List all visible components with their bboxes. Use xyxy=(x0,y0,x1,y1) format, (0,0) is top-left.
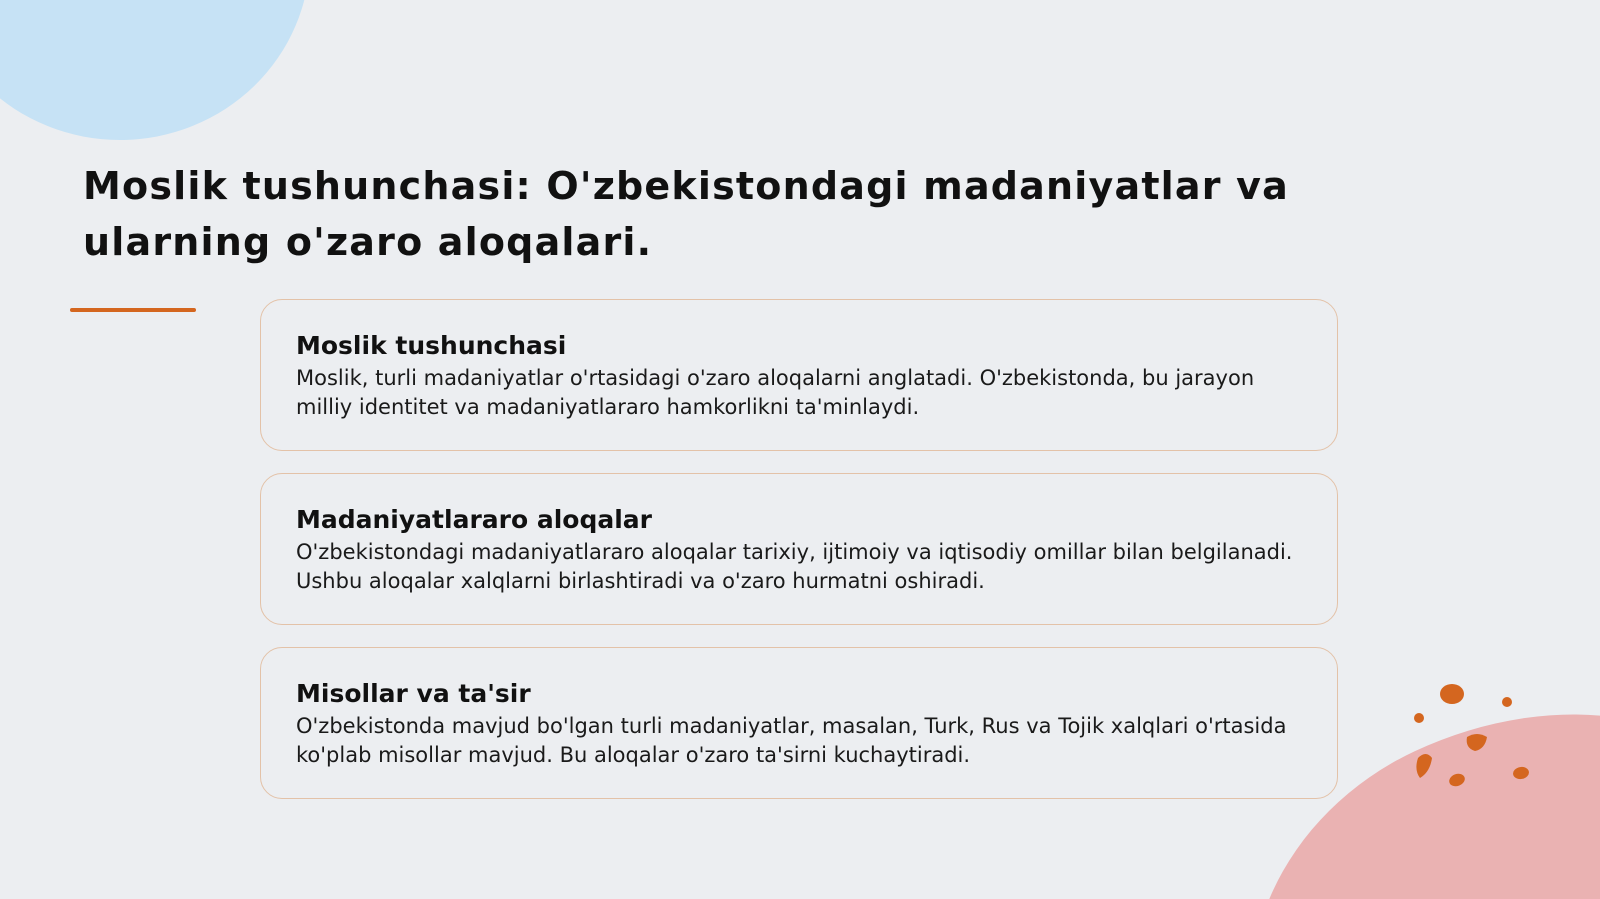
page-title: Moslik tushunchasi: O'zbekistondagi madaniyatlar va ularning o'zaro aloqalari. xyxy=(83,164,1289,264)
card-text: Moslik, turli madaniyatlar o'rtasidagi o'zaro aloqalarni anglatadi. O'zbekistonda, bu jarayon milliy identitet va madaniyatlararo hamkorlikni ta'minlaydi. xyxy=(296,366,1255,419)
card-heading: Madaniyatlararo aloqalar xyxy=(296,505,652,534)
card-misollar-va-tasir xyxy=(260,647,1338,799)
card-text: O'zbekistonda mavjud bo'lgan turli madaniyatlar, masalan, Turk, Rus va Tojik xalqlari o'rtasida ko'plab misollar mavjud. Bu aloqalar o'zaro ta'sirni kuchaytiradi. xyxy=(296,714,1287,767)
card-heading: Moslik tushunchasi xyxy=(296,331,567,360)
card-madaniyatlararo-aloqalar xyxy=(260,473,1338,625)
card-heading: Misollar va ta'sir xyxy=(296,679,531,708)
title-accent-line xyxy=(70,308,196,312)
card-text: O'zbekistondagi madaniyatlararo aloqalar tarixiy, ijtimoiy va iqtisodiy omillar bilan belgilanadi. Ushbu aloqalar xalqlarni birlashtiradi va o'zaro hurmatni oshiradi. xyxy=(296,540,1293,593)
card-moslik-tushunchasi xyxy=(260,299,1338,451)
